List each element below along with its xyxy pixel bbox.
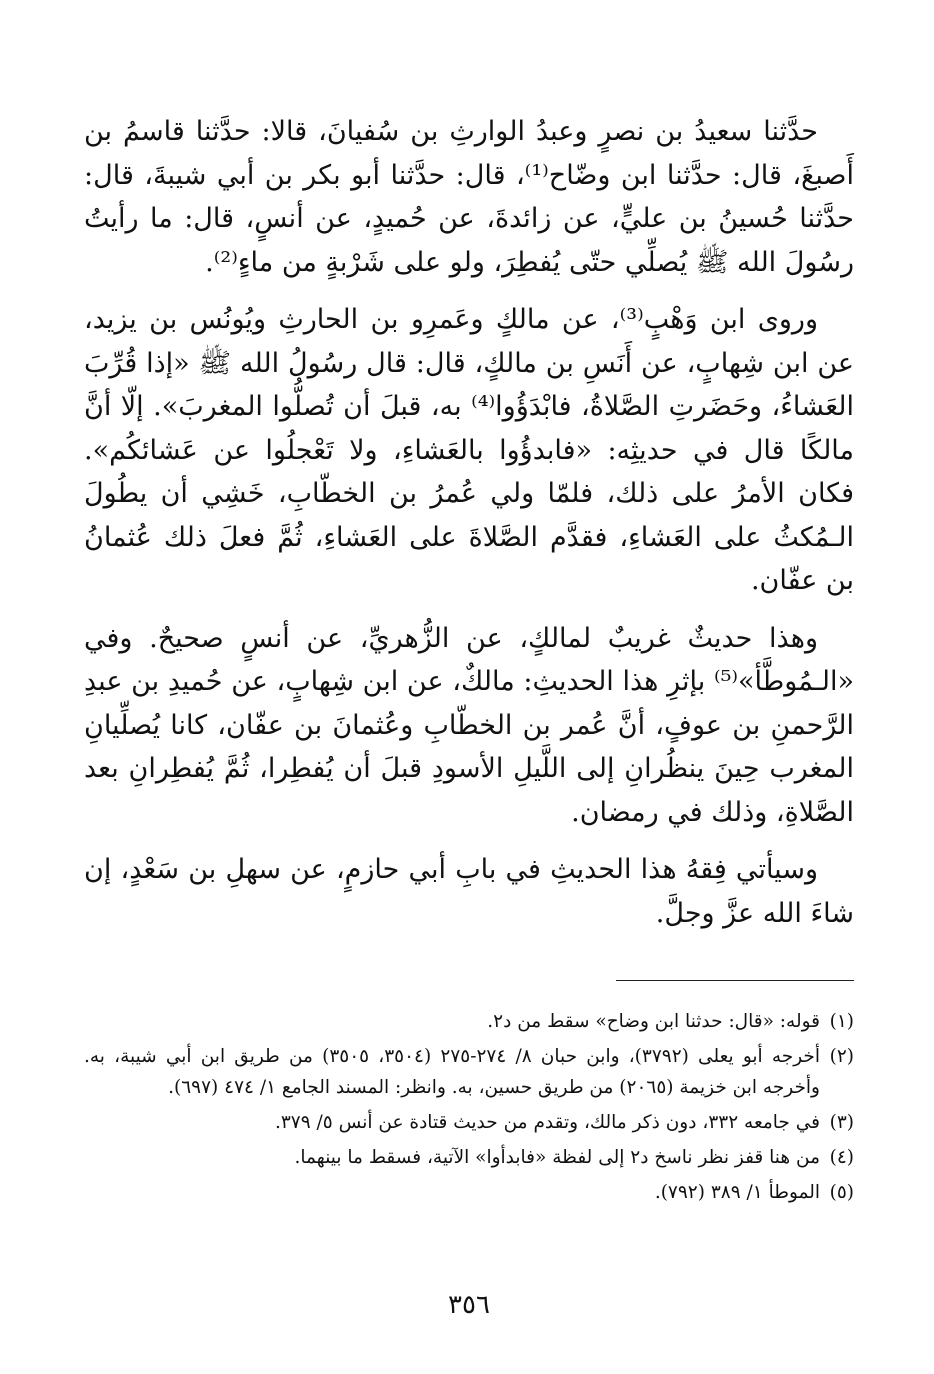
footnote — [84, 1006, 854, 1037]
main-text — [84, 110, 854, 935]
footnotes — [84, 1006, 854, 1212]
footnote-number: (٤) — [829, 1147, 854, 1168]
footnote-text: من هنا قفز نظر ناسخ د٢ إلى لفظة «فابدأوا» الآتية، فسقط ما بينهما. — [294, 1147, 820, 1168]
footnote — [84, 1177, 854, 1208]
book-page — [84, 110, 854, 1330]
footnote-number: (١) — [829, 1011, 854, 1032]
footnote-text: الموطأ ١/ ٣٨٩ (٧٩٢). — [654, 1182, 820, 1203]
page-number: ٣٥٦ — [448, 1290, 490, 1320]
paragraph: وسيأتي فِقهُ هذا الحديثِ في بابِ أبي حازمٍ، عن سهلِ بن سَعْدٍ، إن شاءَ الله عزَّ وجلَّ. — [84, 854, 854, 929]
paragraph: وهذا حديثٌ غريبٌ لمالكٍ، عن الزُّهريِّ، عن أنسٍ صحيحٌ. وفي «الـمُوطَّأ»⁽⁵⁾ بإثرِ هذا الحديثِ: مالكٌ، عن ابن شِهابٍ، عن حُميدِ بن عبدِ الرَّحمنِ بن عوفٍ، أنَّ عُمر بن الخطّابِ وعُثمانَ بن عفّان، كانا يُصلِّيانِ المغرب حِينَ ينظُرانِ إلى اللَّيلِ الأسودِ قبلَ أن يُفطِرا، ثُمَّ يُفطِرانِ بعد الصَّلاةِ، وذلك في رمضان. — [84, 622, 854, 828]
footnote-number: (٣) — [829, 1112, 854, 1133]
footnote-number: (٢) — [829, 1046, 854, 1067]
footnote-text: قوله: «قال: حدثنا ابن وضاح» سقط من د٢. — [487, 1011, 820, 1032]
paragraph: وروى ابن وَهْبٍ⁽³⁾، عن مالكٍ وعَمرِو بن الحارثِ ويُونُس بن يزيد، عن ابن شِهابٍ، عن أَنَسِ بن مالكٍ، قال: قال رسُولُ الله ﷺ «إذا قُرِّبَ العَشاءُ، وحَضَرتِ الصَّلاةُ، فابْدَؤُوا⁽⁴⁾ به، قبلَ أن تُصلُّوا المغربَ». إلّا أنَّ مالكًا قال في حديثِه: «فابدؤُوا بالعَشاءِ، ولا تَعْجلُوا عن عَشائكُم». فكان الأمرُ على ذلك، فلمّا ولي عُمرُ بن الخطّابِ، خَشِي أن يطُولَ الـمُكثُ على العَشاءِ، فقدَّم الصَّلاةَ على العَشاءِ، ثُمَّ فعلَ ذلك عُثمانُ بن عفّان. — [84, 304, 855, 596]
footnote-separator — [616, 980, 854, 981]
footnote — [84, 1142, 854, 1173]
paragraph: حدَّثنا سعيدُ بن نصرٍ وعبدُ الوارثِ بن سُفيانَ، قالا: حدَّثنا قاسمُ بن أَصبغَ، قال: حدَّثنا ابن وضّاح⁽¹⁾، قال: حدَّثنا أبو بكر بن أبي شيبةَ، قال: حدَّثنا حُسينُ بن عليٍّ، عن زائدةَ، عن حُميدٍ، عن أنسٍ، قال: ما رأيتُ رسُولَ الله ﷺ يُصلِّي حتّى يُفطِرَ، ولو على شَرْبةٍ من ماءٍ⁽²⁾. — [84, 116, 854, 278]
footnote-number: (٥) — [829, 1182, 854, 1203]
footnote-text: أخرجه أبو يعلى (٣٧٩٢)، وابن حبان ٨/ ٢٧٤-٢٧٥ (٣٥٠٤، ٣٥٠٥) من طريق ابن أبي شيبة، به. وأخرجه ابن خزيمة (٢٠٦٥) من طريق حسين، به. وانظر: المسند الجامع ١/ ٤٧٤ (٦٩٧). — [84, 1046, 820, 1098]
footnote — [84, 1107, 854, 1138]
footnote — [84, 1041, 854, 1103]
footnote-text: في جامعه ٣٣٢، دون ذكر مالك، وتقدم من حديث قتادة عن أنس ٥/ ٣٧٩. — [274, 1112, 820, 1133]
